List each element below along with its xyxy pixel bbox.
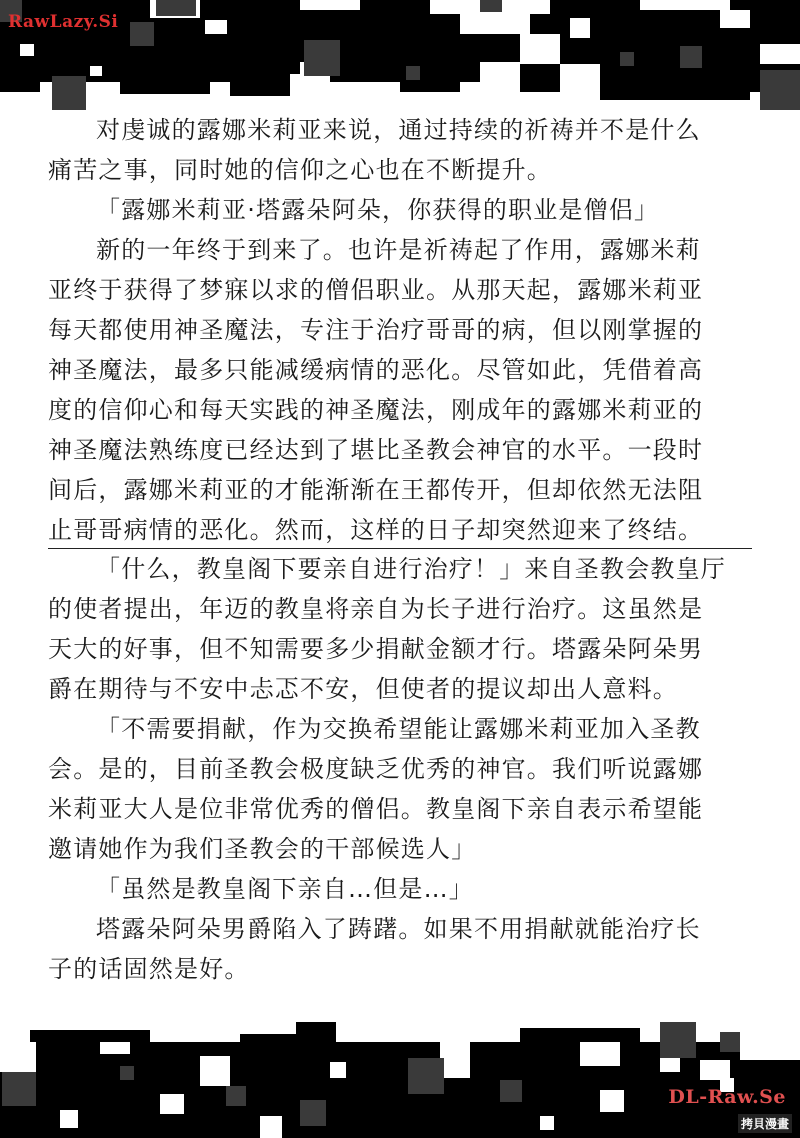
top-pixel-border-graphic xyxy=(0,0,800,112)
text-line-17: 会。是的，目前圣教会极度缺乏优秀的神官。我们听说露娜 xyxy=(48,755,704,783)
body-text xyxy=(48,110,752,989)
text-line-15: 爵在期待与不安中忐忑不安，但使者的提议却出人意料。 xyxy=(48,675,678,703)
text-line-2: 痛苦之事，同时她的信仰之心也在不断提升。 xyxy=(48,156,552,184)
text-line-13: 的使者提出，年迈的教皇将亲自为长子进行治疗。这虽然是 xyxy=(48,595,704,623)
text-line-12: 「什么，教皇阁下要亲自进行治疗！」来自圣教会教皇厅 xyxy=(96,555,726,583)
text-line-11: 止哥哥病情的恶化。然而，这样的日子却突然迎来了终结。 xyxy=(48,510,752,549)
text-line-1: 对虔诚的露娜米莉亚来说，通过持续的祈祷并不是什么 xyxy=(96,116,701,144)
text-line-10: 间后，露娜米莉亚的才能渐渐在王都传开，但却依然无法阻 xyxy=(48,476,704,504)
bottom-pixel-border xyxy=(0,1020,800,1138)
text-line-16: 「不需要捐献，作为交换希望能让露娜米莉亚加入圣教 xyxy=(96,715,701,743)
text-line-20: 「虽然是教皇阁下亲自…但是…」 xyxy=(96,875,474,903)
text-line-21: 塔露朵阿朵男爵陷入了踌躇。如果不用捐献就能治疗长 xyxy=(96,915,701,943)
text-line-19: 邀请她作为我们圣教会的干部候选人」 xyxy=(48,835,477,863)
text-line-3: 「露娜米莉亚·塔露朵阿朵，你获得的职业是僧侣」 xyxy=(96,196,660,224)
text-line-4: 新的一年终于到来了。也许是祈祷起了作用，露娜米莉 xyxy=(96,236,701,264)
text-line-8: 度的信仰心和每天实践的神圣魔法，刚成年的露娜米莉亚的 xyxy=(48,396,704,424)
bottom-pixel-border-graphic xyxy=(0,1020,800,1138)
text-line-14: 天大的好事，但不知需要多少捐献金额才行。塔露朵阿朵男 xyxy=(48,635,704,663)
text-line-18: 米莉亚大人是位非常优秀的僧侣。教皇阁下亲自表示希望能 xyxy=(48,795,704,823)
source-label: 拷貝漫畫 xyxy=(738,1114,792,1133)
text-line-9: 神圣魔法熟练度已经达到了堪比圣教会神官的水平。一段时 xyxy=(48,436,704,464)
top-watermark: RawLazy.Si xyxy=(8,12,119,32)
top-pixel-border xyxy=(0,0,800,112)
text-line-6: 每天都使用神圣魔法，专注于治疗哥哥的病，但以刚掌握的 xyxy=(48,316,704,344)
text-line-7: 神圣魔法，最多只能减缓病情的恶化。尽管如此，凭借着高 xyxy=(48,356,704,384)
text-line-22: 子的话固然是好。 xyxy=(48,955,250,983)
text-line-5: 亚终于获得了梦寐以求的僧侣职业。从那天起，露娜米莉亚 xyxy=(48,276,704,304)
bottom-watermark: DL-Raw.Se xyxy=(668,1086,786,1108)
